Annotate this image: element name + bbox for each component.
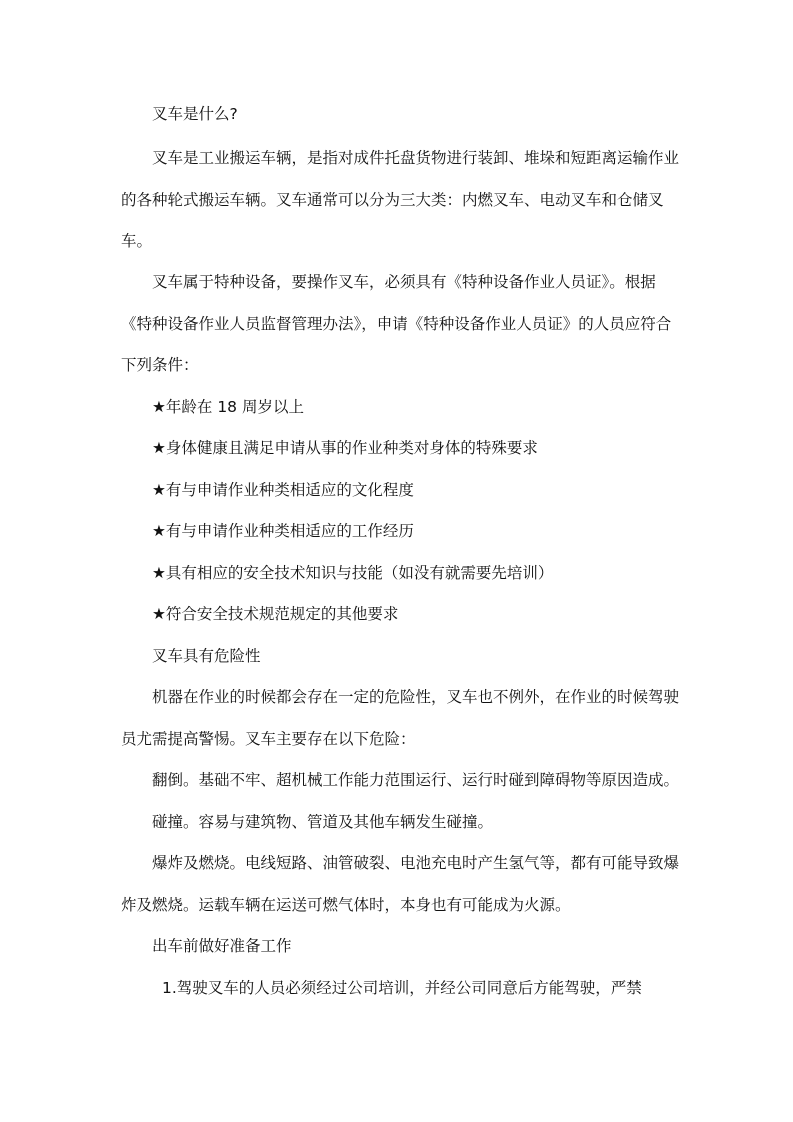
paragraph-forklift-definition: 叉车是工业搬运车辆，是指对成件托盘货物进行装卸、堆垛和短距离运输作业的各种轮式搬运车辆。叉车通常可以分为三大类：内燃叉车、电动叉车和仓储叉车。 (121, 149, 680, 250)
heading-preparation: 出车前做好准备工作 (152, 937, 292, 955)
danger-item-explosion: 爆炸及燃烧。电线短路、油管破裂、电池充电时产生氢气等，都有可能导致爆炸及燃烧。运载车辆在运送可燃气体时，本身也有可能成为火源。 (121, 854, 680, 914)
paragraph-danger-intro: 机器在作业的时候都会存在一定的危险性，叉车也不例外，在作业的时候驾驶员尤需提高警惕。叉车主要存在以下危险： (121, 688, 680, 748)
condition-item-health: ★身体健康且满足申请从事的作业种类对身体的特殊要求 (152, 439, 538, 457)
condition-item-other: ★符合安全技术规范规定的其他要求 (152, 605, 399, 623)
condition-item-experience: ★有与申请作业种类相适应的工作经历 (152, 522, 414, 540)
condition-item-knowledge: ★具有相应的安全技术知识与技能（如没有就需要先培训） (152, 564, 554, 582)
paragraph-special-equipment: 叉车属于特种设备，要操作叉车，必须具有《特种设备作业人员证》。根据《特种设备作业人员监督管理办法》，申请《特种设备作业人员证》的人员应符合下列条件： (121, 273, 672, 374)
preparation-item-1: 1.驾驶叉车的人员必须经过公司培训，并经公司同意后方能驾驶，严禁 (162, 979, 642, 997)
heading-forklift-danger: 叉车具有危险性 (152, 647, 261, 665)
heading-what-is-forklift: 叉车是什么? (152, 105, 238, 123)
condition-item-age: ★年龄在 18 周岁以上 (152, 398, 304, 416)
danger-item-overturn: 翻倒。基础不牢、超机械工作能力范围运行、运行时碰到障碍物等原因造成。 (152, 771, 680, 789)
condition-item-education: ★有与申请作业种类相适应的文化程度 (152, 481, 414, 499)
danger-item-collision: 碰撞。容易与建筑物、管道及其他车辆发生碰撞。 (152, 813, 494, 831)
